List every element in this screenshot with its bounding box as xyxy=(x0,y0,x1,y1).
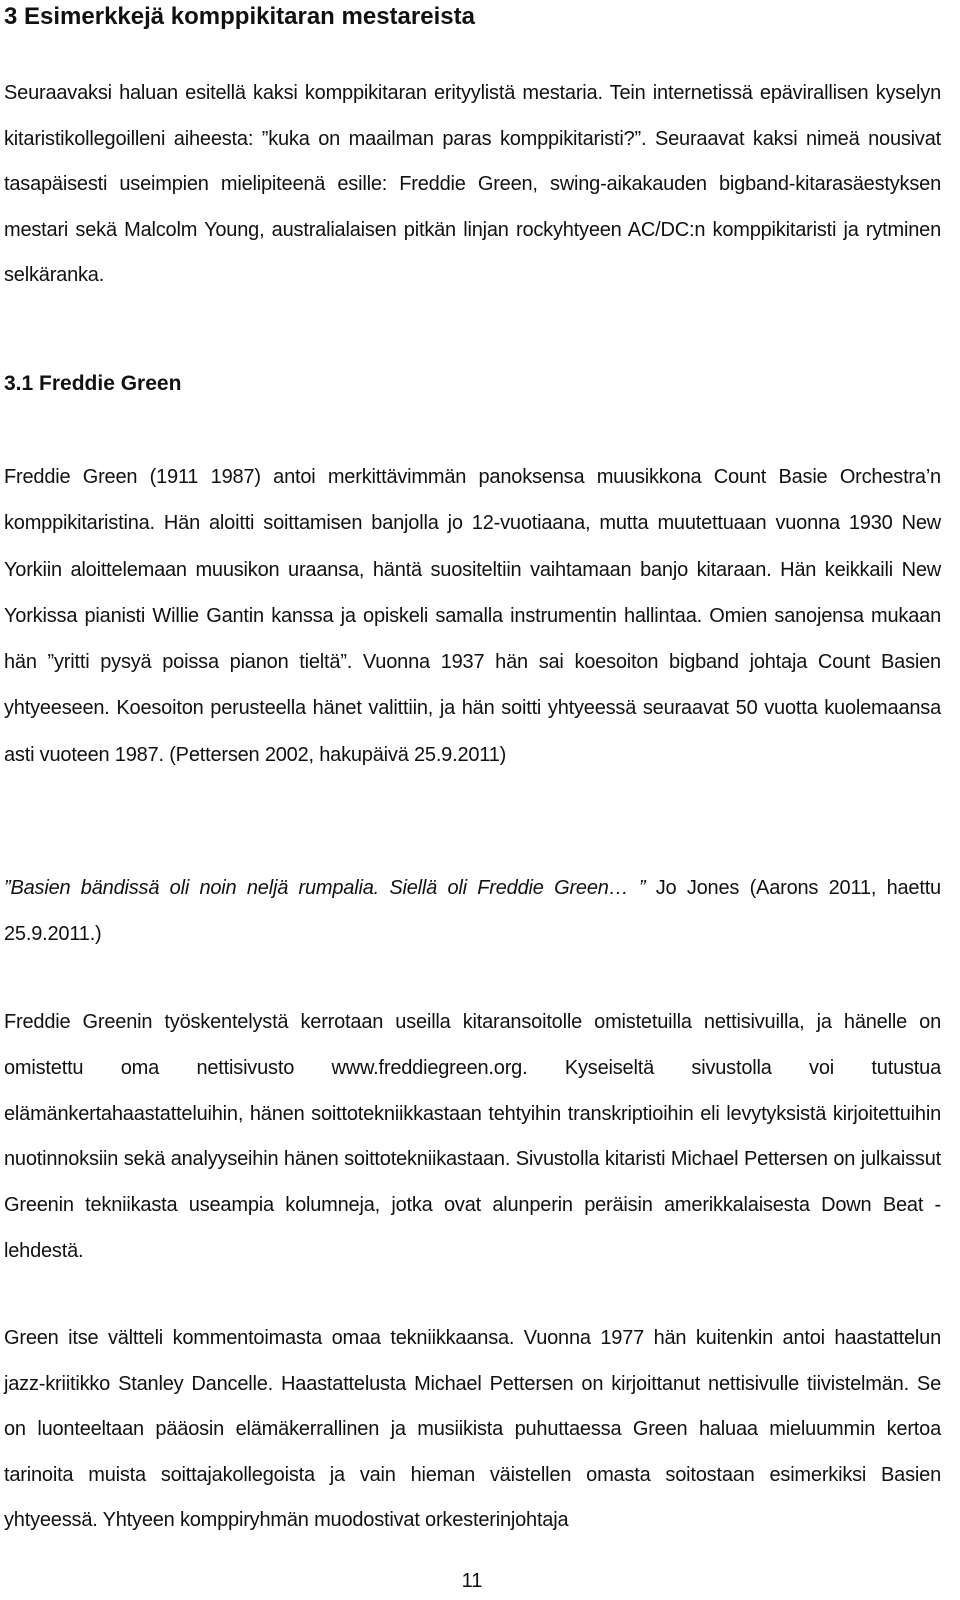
interview-paragraph: Green itse vältteli kommentoimasta omaa tekniikkaansa. Vuonna 1977 hän kuitenkin antoi haastattelun jazz-kriitikko Stanley Dancelle. Haastattelusta Michael Pettersen on kirjoittanut nettisivulle tiivistelmän. Se on luonteeltaan pääosin elämäkerrallinen ja musiikista puhuttaessa Green haluaa mieluummin kertoa tarinoita muista soittajakollegoista ja vain hieman väistellen omasta soitostaan esimerkiksi Basien yhtyeessä. Yhtyeen komppiryhmän muodostivat orkesterinjohtaja xyxy=(4,1327,941,1532)
section-heading: 3.1 Freddie Green xyxy=(4,372,182,395)
quote-text: ”Basien bändissä oli noin neljä rumpalia. Siellä oli Freddie Green… ” xyxy=(4,877,646,899)
quote-paragraph xyxy=(4,865,941,957)
quote-attribution: Jo Jones (Aarons 2011, haettu 25.9.2011.) xyxy=(4,877,941,945)
chapter-title: 3 Esimerkkejä komppikitaran mestareista xyxy=(4,3,475,30)
website-paragraph: Freddie Greenin työskentelystä kerrotaan useilla kitaransoitolle omistetuilla nettisivuilla, ja hänelle on omistettu oma nettisivusto www.freddiegreen.org. Kyseiseltä sivustolla voi tutustua elämänkertahaastatteluihin, hänen soittotekniikkastaan tehtyihin transkriptioihin eli levytyksistä kirjoitettuihin nuotinnoksiin sekä analyyseihin hänen soittotekniikastaan. Sivustolla kitaristi Michael Pettersen on julkaissut Greenin tekniikasta useampia kolumneja, jotka ovat alunperin peräisin amerikkalaisesta Down Beat -lehdestä. xyxy=(4,1011,941,1262)
intro-paragraph: Seuraavaksi haluan esitellä kaksi komppikitaran erityylistä mestaria. Tein internetissä epävirallisen kyselyn kitaristikollegoilleni aiheesta: ”kuka on maailman paras komppikitaristi?”. Seuraavat kaksi nimeä nousivat tasapäisesti useimpien mielipiteenä esille: Freddie Green, swing-aikakauden bigband-kitarasäestyksen mestari sekä Malcolm Young, australialaisen pitkän linjan rockyhtyeen AC/DC:n komppikitaristi ja rytminen selkäranka. xyxy=(4,82,941,287)
page-number: 11 xyxy=(461,1570,483,1592)
biography-paragraph: Freddie Green (1911 1987) antoi merkittävimmän panoksensa muusikkona Count Basie Orchestra’n komppikitaristina. Hän aloitti soittamisen banjolla jo 12-vuotiaana, mutta muutettuaan vuonna 1930 New Yorkiin aloittelemaan muusikon uraansa, häntä suositeltiin vaihtamaan banjo kitaraan. Hän keikkaili New Yorkissa pianisti Willie Gantin kanssa ja opiskeli samalla instrumentin hallintaa. Omien sanojensa mukaan hän ”yritti pysyä poissa pianon tieltä”. Vuonna 1937 hän sai koesoiton bigband johtaja Count Basien yhtyeeseen. Koesoiton perusteella hänet valittiin, ja hän soitti yhtyeessä seuraavat 50 vuotta kuolemaansa asti vuoteen 1987. (Pettersen 2002, hakupäivä 25.9.2011) xyxy=(4,466,941,766)
